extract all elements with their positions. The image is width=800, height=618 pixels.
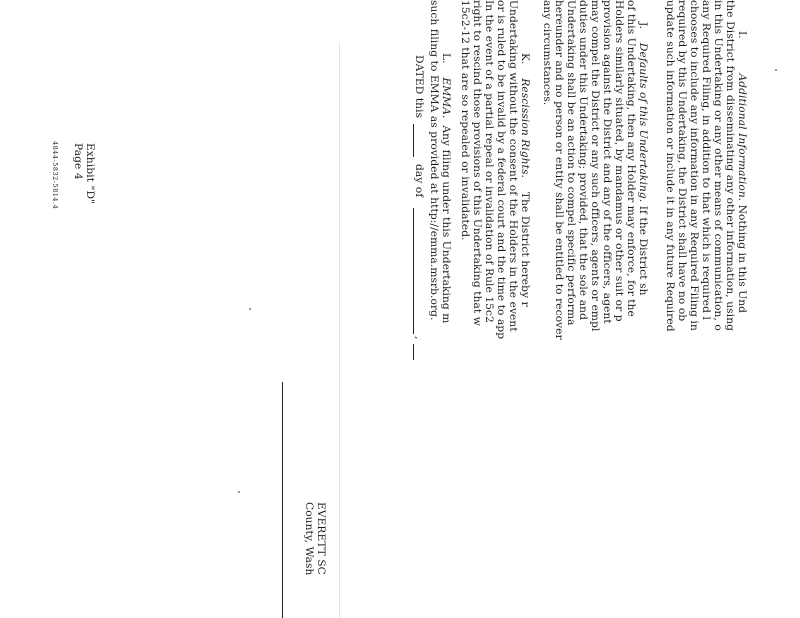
paragraph-j-line: of this Undertaking, then any Holder may enforce, for the — [625, 0, 637, 317]
paragraph-l-label: L. — [440, 53, 452, 64]
paragraph-k-line: In the event of a partial repeal or invalidation of Rule 15c2 — [483, 0, 495, 323]
paragraph-l-heading-line — [440, 53, 452, 323]
paragraph-l-title: EMMA. — [440, 77, 452, 119]
paragraph-k-label: K. — [519, 53, 531, 65]
paragraph-i-first: Nothing in this Und — [736, 204, 748, 314]
paragraph-j-line: any circumstances. — [541, 0, 553, 106]
day-blank-line — [413, 124, 414, 157]
paragraph-j-label: J. — [637, 22, 649, 29]
paragraph-j-line: duties under this Undertaking; provided, that the sole and — [577, 0, 589, 320]
year-blank-line — [413, 344, 414, 360]
paragraph-k-heading-line — [519, 53, 531, 307]
scan-speck — [249, 308, 251, 310]
dated-day-of: day of — [413, 164, 425, 198]
paragraph-k-line: or is ruled to be invalid by a federal court and the time to app — [495, 0, 507, 340]
paragraph-j-line: may compel the District or any such officers, agents or empl — [589, 0, 601, 332]
paragraph-i-heading-line — [736, 31, 748, 313]
paragraph-i-title: Additional Information. — [736, 73, 748, 202]
paragraph-l-line: such filing to EMMA as provided at http://emma.msrb.org. — [428, 0, 440, 321]
month-blank-line — [413, 208, 414, 334]
paragraph-j-first: If the District sh — [637, 205, 649, 296]
paragraph-j-title: Defaults of this Undertaking. — [637, 42, 649, 203]
paragraph-j-line: Holders similarly situated, by mandamus or other suit or p — [613, 0, 625, 322]
paragraph-i-line: the District from disseminating any other information, using — [724, 0, 736, 331]
footer-page: Page 4 — [72, 143, 84, 180]
paragraph-i-line: update such information or include it in any future Required — [664, 0, 676, 332]
paragraph-i-line: in this Undertaking or any other means of communication, o — [712, 0, 724, 331]
footer-exhibit: Exhibit "D" — [84, 143, 96, 205]
scan-speck — [775, 69, 777, 71]
paragraph-j-line: Undertaking shall be an action to compel specific performa — [565, 0, 577, 326]
signature-line — [282, 382, 283, 618]
paragraph-i-label: I. — [736, 31, 748, 39]
signature-entity-line1: EVERETT SC — [315, 502, 327, 575]
paragraph-k-line: right to rescind those provisions of this Undertaking that w — [471, 0, 483, 326]
paragraph-k-title: Rescission Rights. — [519, 78, 531, 179]
scan-speck — [238, 491, 240, 493]
paragraph-i-line: chooses to include any information in any Required Filing in — [688, 0, 700, 331]
paragraph-j-line: hereunder and no person or entity shall be entitled to recover — [553, 0, 565, 340]
paragraph-j-line: provision against the District and any of the officers, agent — [601, 0, 613, 324]
paragraph-i-line: required by this Undertaking, the District shall have no ob — [676, 0, 688, 322]
paragraph-k-line: Undertaking without the consent of the Holders in the event — [507, 0, 519, 332]
paragraph-l-first: Any filing under this Undertaking m — [440, 125, 452, 324]
paragraph-k-line: 15c2-12 that are so repealed or invalidated. — [459, 0, 471, 241]
signature-entity-line2: County, Wash — [303, 502, 315, 576]
dated-comma: , — [413, 336, 425, 340]
paragraph-j-heading-line — [637, 22, 649, 296]
dated-prefix: DATED this — [413, 55, 425, 119]
scan-fold-line — [339, 42, 340, 618]
paragraph-k-first: The District hereby r — [519, 191, 531, 307]
footer-doc-number: 4844-5832-5814.4 — [51, 141, 59, 210]
paragraph-i-line: any Required Filing, in addition to that which is required l — [700, 0, 712, 320]
